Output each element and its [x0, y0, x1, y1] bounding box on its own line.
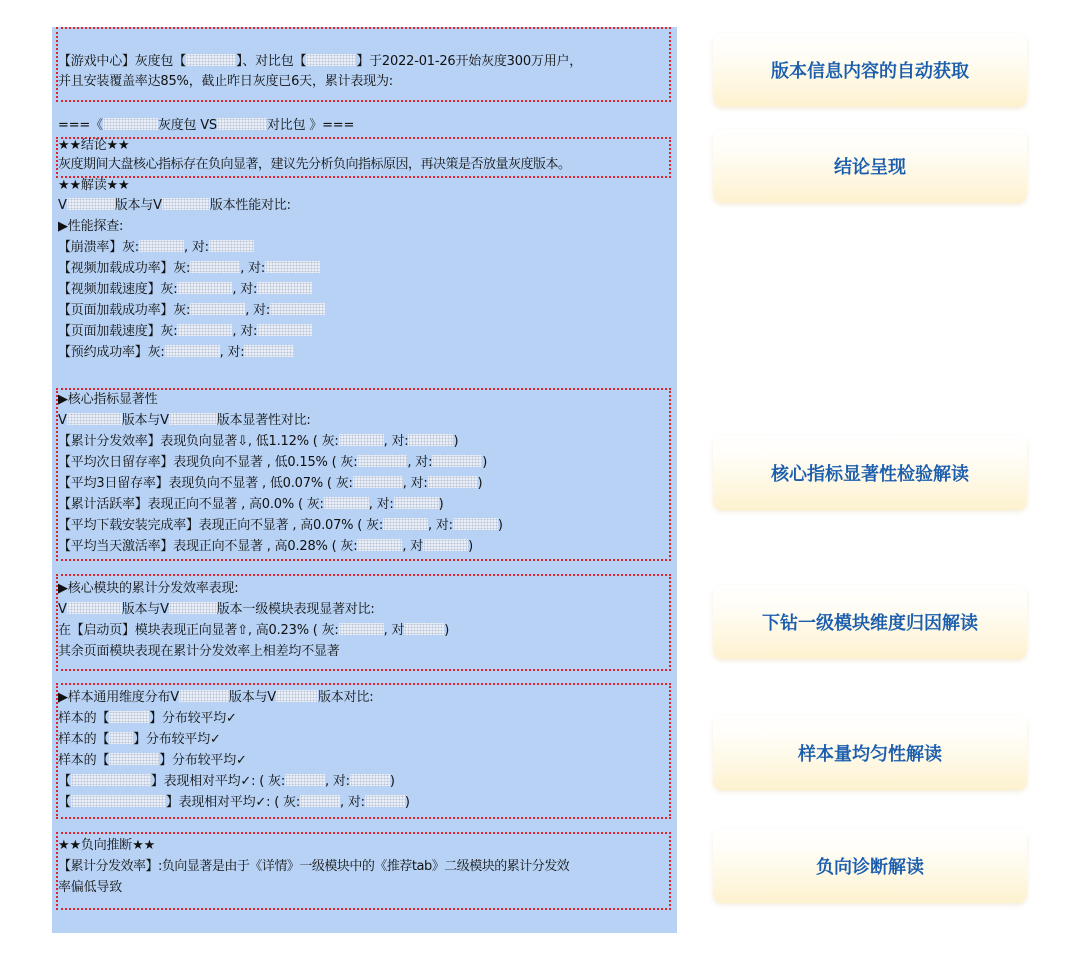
sample-item: 样本的【 】分布较平均✓ — [58, 732, 221, 747]
callout-sample: 样本量均匀性解读 — [713, 716, 1027, 790]
redacted — [265, 261, 320, 273]
redacted — [339, 623, 384, 635]
redacted — [109, 711, 149, 723]
redacted — [257, 324, 312, 336]
core-compare: V 版本与V 版本显著性对比: — [58, 413, 311, 428]
redacted — [177, 324, 232, 336]
callout-negative: 负向诊断解读 — [713, 829, 1027, 903]
module-header: ▶核心模块的累计分发效率表现: — [58, 581, 239, 596]
module-line: 在【启动页】模块表现正向显著⇧, 高0.23% ( 灰: , 对 ) — [58, 623, 450, 638]
redacted — [357, 455, 407, 467]
redacted — [423, 539, 468, 551]
redacted — [109, 732, 133, 744]
negative-line-1: 【累计分发效率】:负向显著是由于《详情》一级模块中的《推荐tab》二级模块的累计分发效 — [58, 859, 570, 874]
redacted — [186, 54, 236, 66]
core-header: ▶核心指标显著性 — [58, 392, 158, 407]
redacted — [217, 118, 267, 130]
compare-header: ===《 灰度包 VS 对比包 》=== — [58, 118, 355, 133]
module-compare: V 版本与V 版本一级模块表现显著对比: — [58, 602, 375, 617]
perf-header: ▶性能探查: — [58, 219, 124, 234]
redacted — [169, 413, 217, 425]
core-item: 【累计活跃率】表现正向不显著 , 高0.0% ( 灰: , 对: ) — [58, 497, 444, 512]
perf-item: 【视频加载速度】灰: , 对: — [58, 281, 312, 298]
core-item: 【平均下载安装完成率】表现正向不显著 , 高0.07% ( 灰: , 对: ) — [58, 518, 503, 533]
negative-line-2: 率偏低导致 — [58, 880, 123, 895]
redacted — [177, 282, 232, 294]
redacted — [276, 690, 318, 702]
sample-relative: 【 】表现相对平均✓: ( 灰: , 对: ) — [58, 795, 410, 810]
conclusion-text: 灰度期间大盘核心指标存在负向显著，建议先分析负向指标原因，再决策是否放量灰度版本。 — [58, 157, 571, 172]
redacted — [190, 261, 240, 273]
redacted — [285, 774, 325, 786]
redacted — [339, 434, 384, 446]
redacted — [408, 434, 453, 446]
redacted — [453, 518, 498, 530]
sample-header: ▶样本通用维度分布V 版本与V 版本对比: — [58, 690, 374, 705]
negative-header: ★★负向推断★★ — [58, 838, 156, 853]
redacted — [139, 240, 184, 252]
core-item: 【累计分发效率】表现负向显著⇩, 低1.12% ( 灰: , 对: ) — [58, 434, 459, 449]
redacted — [428, 476, 478, 488]
redacted — [103, 118, 158, 130]
intro-line-1: 【游戏中心】灰度包【 】、对比包【 】于2022-01-26开始灰度300万用户， — [58, 54, 583, 69]
redacted — [244, 345, 294, 357]
interpretation-header: ★★解读★★ — [58, 178, 130, 193]
redacted — [353, 476, 403, 488]
redacted — [350, 774, 390, 786]
perf-item: 【预约成功率】灰: , 对: — [58, 344, 294, 361]
redacted — [300, 795, 340, 807]
redacted — [67, 198, 115, 210]
module-other: 其余页面模块表现在累计分发效率上相差均不显著 — [58, 644, 340, 659]
sample-item: 样本的【 】分布较平均✓ — [58, 711, 237, 726]
perf-item: 【崩溃率】灰: , 对: — [58, 239, 254, 256]
redacted — [169, 602, 217, 614]
redacted — [383, 518, 428, 530]
redacted — [71, 795, 166, 807]
conclusion-header: ★★结论★★ — [58, 138, 130, 153]
redacted — [270, 303, 325, 315]
redacted — [432, 455, 482, 467]
redacted — [190, 303, 245, 315]
core-item: 【平均当天激活率】表现正向不显著 , 高0.28% ( 灰: , 对 ) — [58, 539, 473, 554]
redacted — [67, 602, 122, 614]
callout-version-info: 版本信息内容的自动获取 — [713, 33, 1027, 107]
redacted — [306, 54, 356, 66]
redacted — [357, 539, 402, 551]
redacted — [365, 795, 405, 807]
report-panel — [52, 27, 677, 933]
sample-item: 样本的【 】分布较平均✓ — [58, 753, 247, 768]
redacted — [67, 413, 122, 425]
perf-item: 【页面加载速度】灰: , 对: — [58, 323, 312, 340]
redacted — [165, 345, 220, 357]
perf-item: 【视频加载成功率】灰: , 对: — [58, 260, 320, 277]
core-item: 【平均次日留存率】表现负向不显著 , 低0.15% ( 灰: , 对: ) — [58, 455, 488, 470]
intro-line-2: 并且安装覆盖率达85%，截止昨日灰度已6天，累计表现为: — [58, 74, 393, 89]
redacted — [179, 690, 229, 702]
callout-conclusion: 结论呈现 — [713, 129, 1027, 203]
redacted — [404, 623, 444, 635]
redacted — [209, 240, 254, 252]
redacted — [324, 497, 369, 509]
sample-relative: 【 】表现相对平均✓: ( 灰: , 对: ) — [58, 774, 395, 789]
redacted — [257, 282, 312, 294]
core-item: 【平均3日留存率】表现负向不显著 , 低0.07% ( 灰: , 对: ) — [58, 476, 483, 491]
redacted — [162, 198, 210, 210]
redacted — [71, 774, 151, 786]
callout-module-drilldown: 下钻一级模块维度归因解读 — [713, 585, 1027, 659]
redacted — [394, 497, 439, 509]
version-compare: V 版本与V 版本性能对比: — [58, 198, 291, 213]
callout-core-metrics: 核心指标显著性检验解读 — [713, 436, 1027, 510]
redacted — [109, 753, 159, 765]
perf-item: 【页面加载成功率】灰: , 对: — [58, 302, 325, 319]
